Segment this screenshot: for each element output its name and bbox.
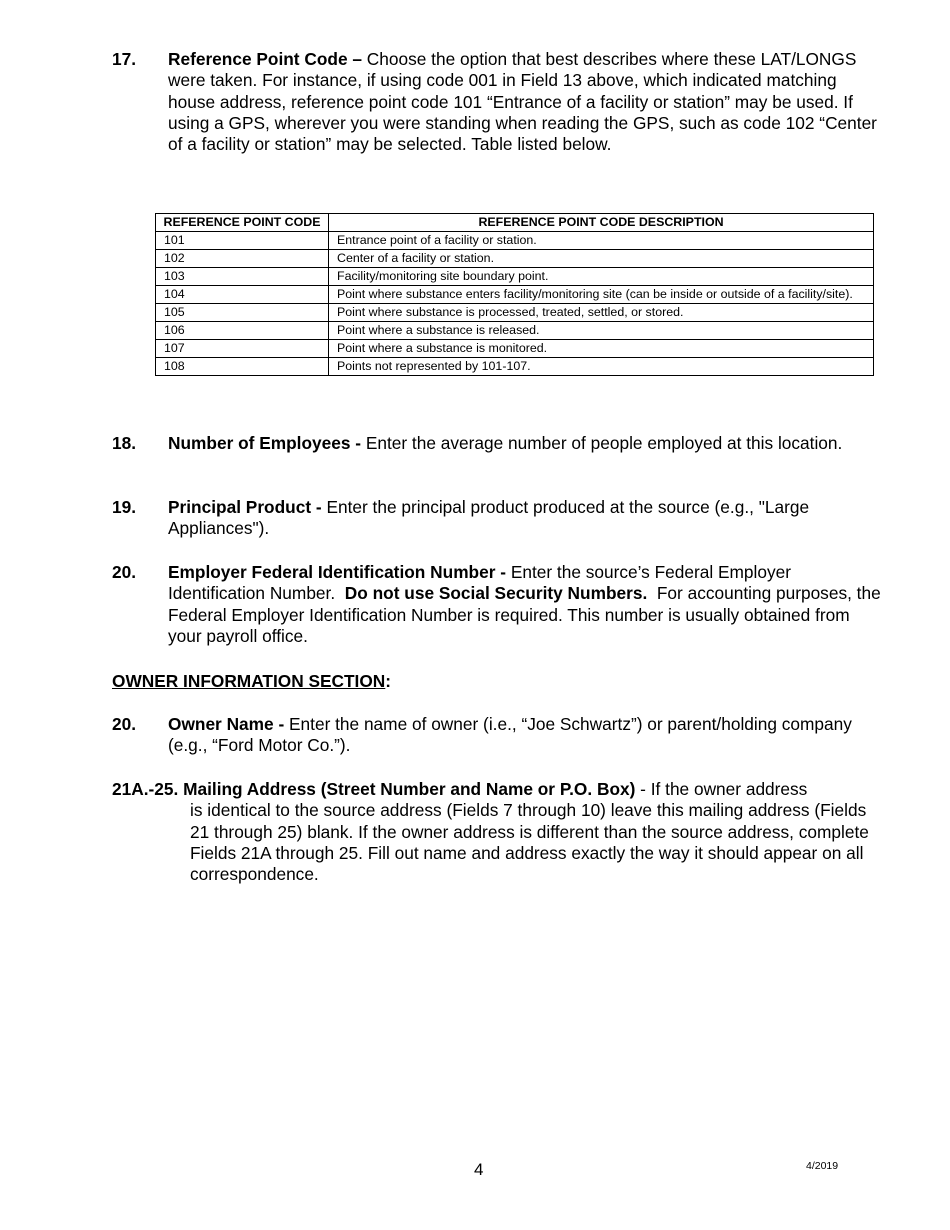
row-code: 108 xyxy=(156,358,329,376)
item-18 xyxy=(112,433,882,454)
item-text: Enter the name of owner (i.e., “Joe Schwartz”) or parent/holding company (e.g., “Ford Motor Co.”). xyxy=(168,714,852,756)
item-text: is identical to the source address (Fields 7 through 10) leave this mailing address (Fields 21 through 25) blank. If the owner address is different than the source address, complete Fields 21A through 25. Fill out name and address exactly the way it should appear on all correspondence. xyxy=(190,800,869,885)
item-title: Owner Name - xyxy=(168,714,285,734)
item-20-ein xyxy=(112,562,882,647)
row-description: Point where a substance is monitored. xyxy=(329,340,874,358)
item-text: Enter the source’s Federal Employer Identification Number. xyxy=(168,562,791,604)
item-number: 17. xyxy=(112,49,137,69)
item-number: 18. xyxy=(112,433,137,453)
item-20-owner-name xyxy=(112,714,882,757)
row-code: 104 xyxy=(156,286,329,304)
table-row xyxy=(156,304,874,322)
owner-section-heading xyxy=(112,670,391,692)
row-code: 103 xyxy=(156,268,329,286)
table-header-row xyxy=(156,214,874,232)
item-17 xyxy=(112,49,882,155)
item-title: Principal Product - xyxy=(168,497,322,517)
row-description: Points not represented by 101-107. xyxy=(329,358,874,376)
item-21a-25 xyxy=(112,779,882,885)
row-code: 107 xyxy=(156,340,329,358)
item-number: 19. xyxy=(112,497,137,517)
section-colon: : xyxy=(385,671,392,691)
item-number: 20. xyxy=(112,562,137,582)
section-title: OWNER INFORMATION SECTION xyxy=(112,671,386,691)
item-text: Enter the principal product produced at the source (e.g., "Large Appliances"). xyxy=(168,497,810,539)
table-row xyxy=(156,340,874,358)
item-text-first-line: - If the owner address xyxy=(635,779,808,799)
table-row xyxy=(156,250,874,268)
row-code: 101 xyxy=(156,232,329,250)
reference-point-table xyxy=(155,213,874,376)
row-description: Point where substance is processed, treated, settled, or stored. xyxy=(329,304,874,322)
header-code: REFERENCE POINT CODE xyxy=(156,214,329,232)
item-title: Reference Point Code – xyxy=(168,49,362,69)
table-row xyxy=(156,322,874,340)
item-title: 21A.-25. Mailing Address (Street Number and Name or P.O. Box) xyxy=(112,779,636,799)
table-row xyxy=(156,232,874,250)
item-text: For accounting purposes, the Federal Employer Identification Number is required. This number is usually obtained from your payroll office. xyxy=(168,583,881,646)
revision-date: 4/2019 xyxy=(806,1160,839,1172)
table-row xyxy=(156,268,874,286)
item-title: Employer Federal Identification Number - xyxy=(168,562,507,582)
row-description: Point where substance enters facility/monitoring site (can be inside or outside of a facility/site). xyxy=(329,286,874,304)
table-row xyxy=(156,286,874,304)
row-code: 102 xyxy=(156,250,329,268)
row-description: Point where a substance is released. xyxy=(329,322,874,340)
page-number: 4 xyxy=(474,1160,484,1179)
row-code: 106 xyxy=(156,322,329,340)
row-description: Entrance point of a facility or station. xyxy=(329,232,874,250)
item-text: Enter the average number of people employed at this location. xyxy=(365,433,843,453)
row-code: 105 xyxy=(156,304,329,322)
row-description: Facility/monitoring site boundary point. xyxy=(329,268,874,286)
header-description: REFERENCE POINT CODE DESCRIPTION xyxy=(329,214,874,232)
table-row xyxy=(156,358,874,376)
item-title: Number of Employees - xyxy=(168,433,362,453)
row-description: Center of a facility or station. xyxy=(329,250,874,268)
item-number: 20. xyxy=(112,714,137,734)
item-text: Choose the option that best describes where these LAT/LONGS were taken. For instance, if using code 001 in Field 13 above, which indicated matching house address, reference point code 101 “Entrance of a facility or station” may be used. If using a GPS, wherever you were standing when reading the GPS, such as code 102 “Center of a facility or station” may be selected. Table listed below. xyxy=(168,49,877,155)
item-warning: Do not use Social Security Numbers. xyxy=(344,583,648,604)
item-19 xyxy=(112,497,882,540)
